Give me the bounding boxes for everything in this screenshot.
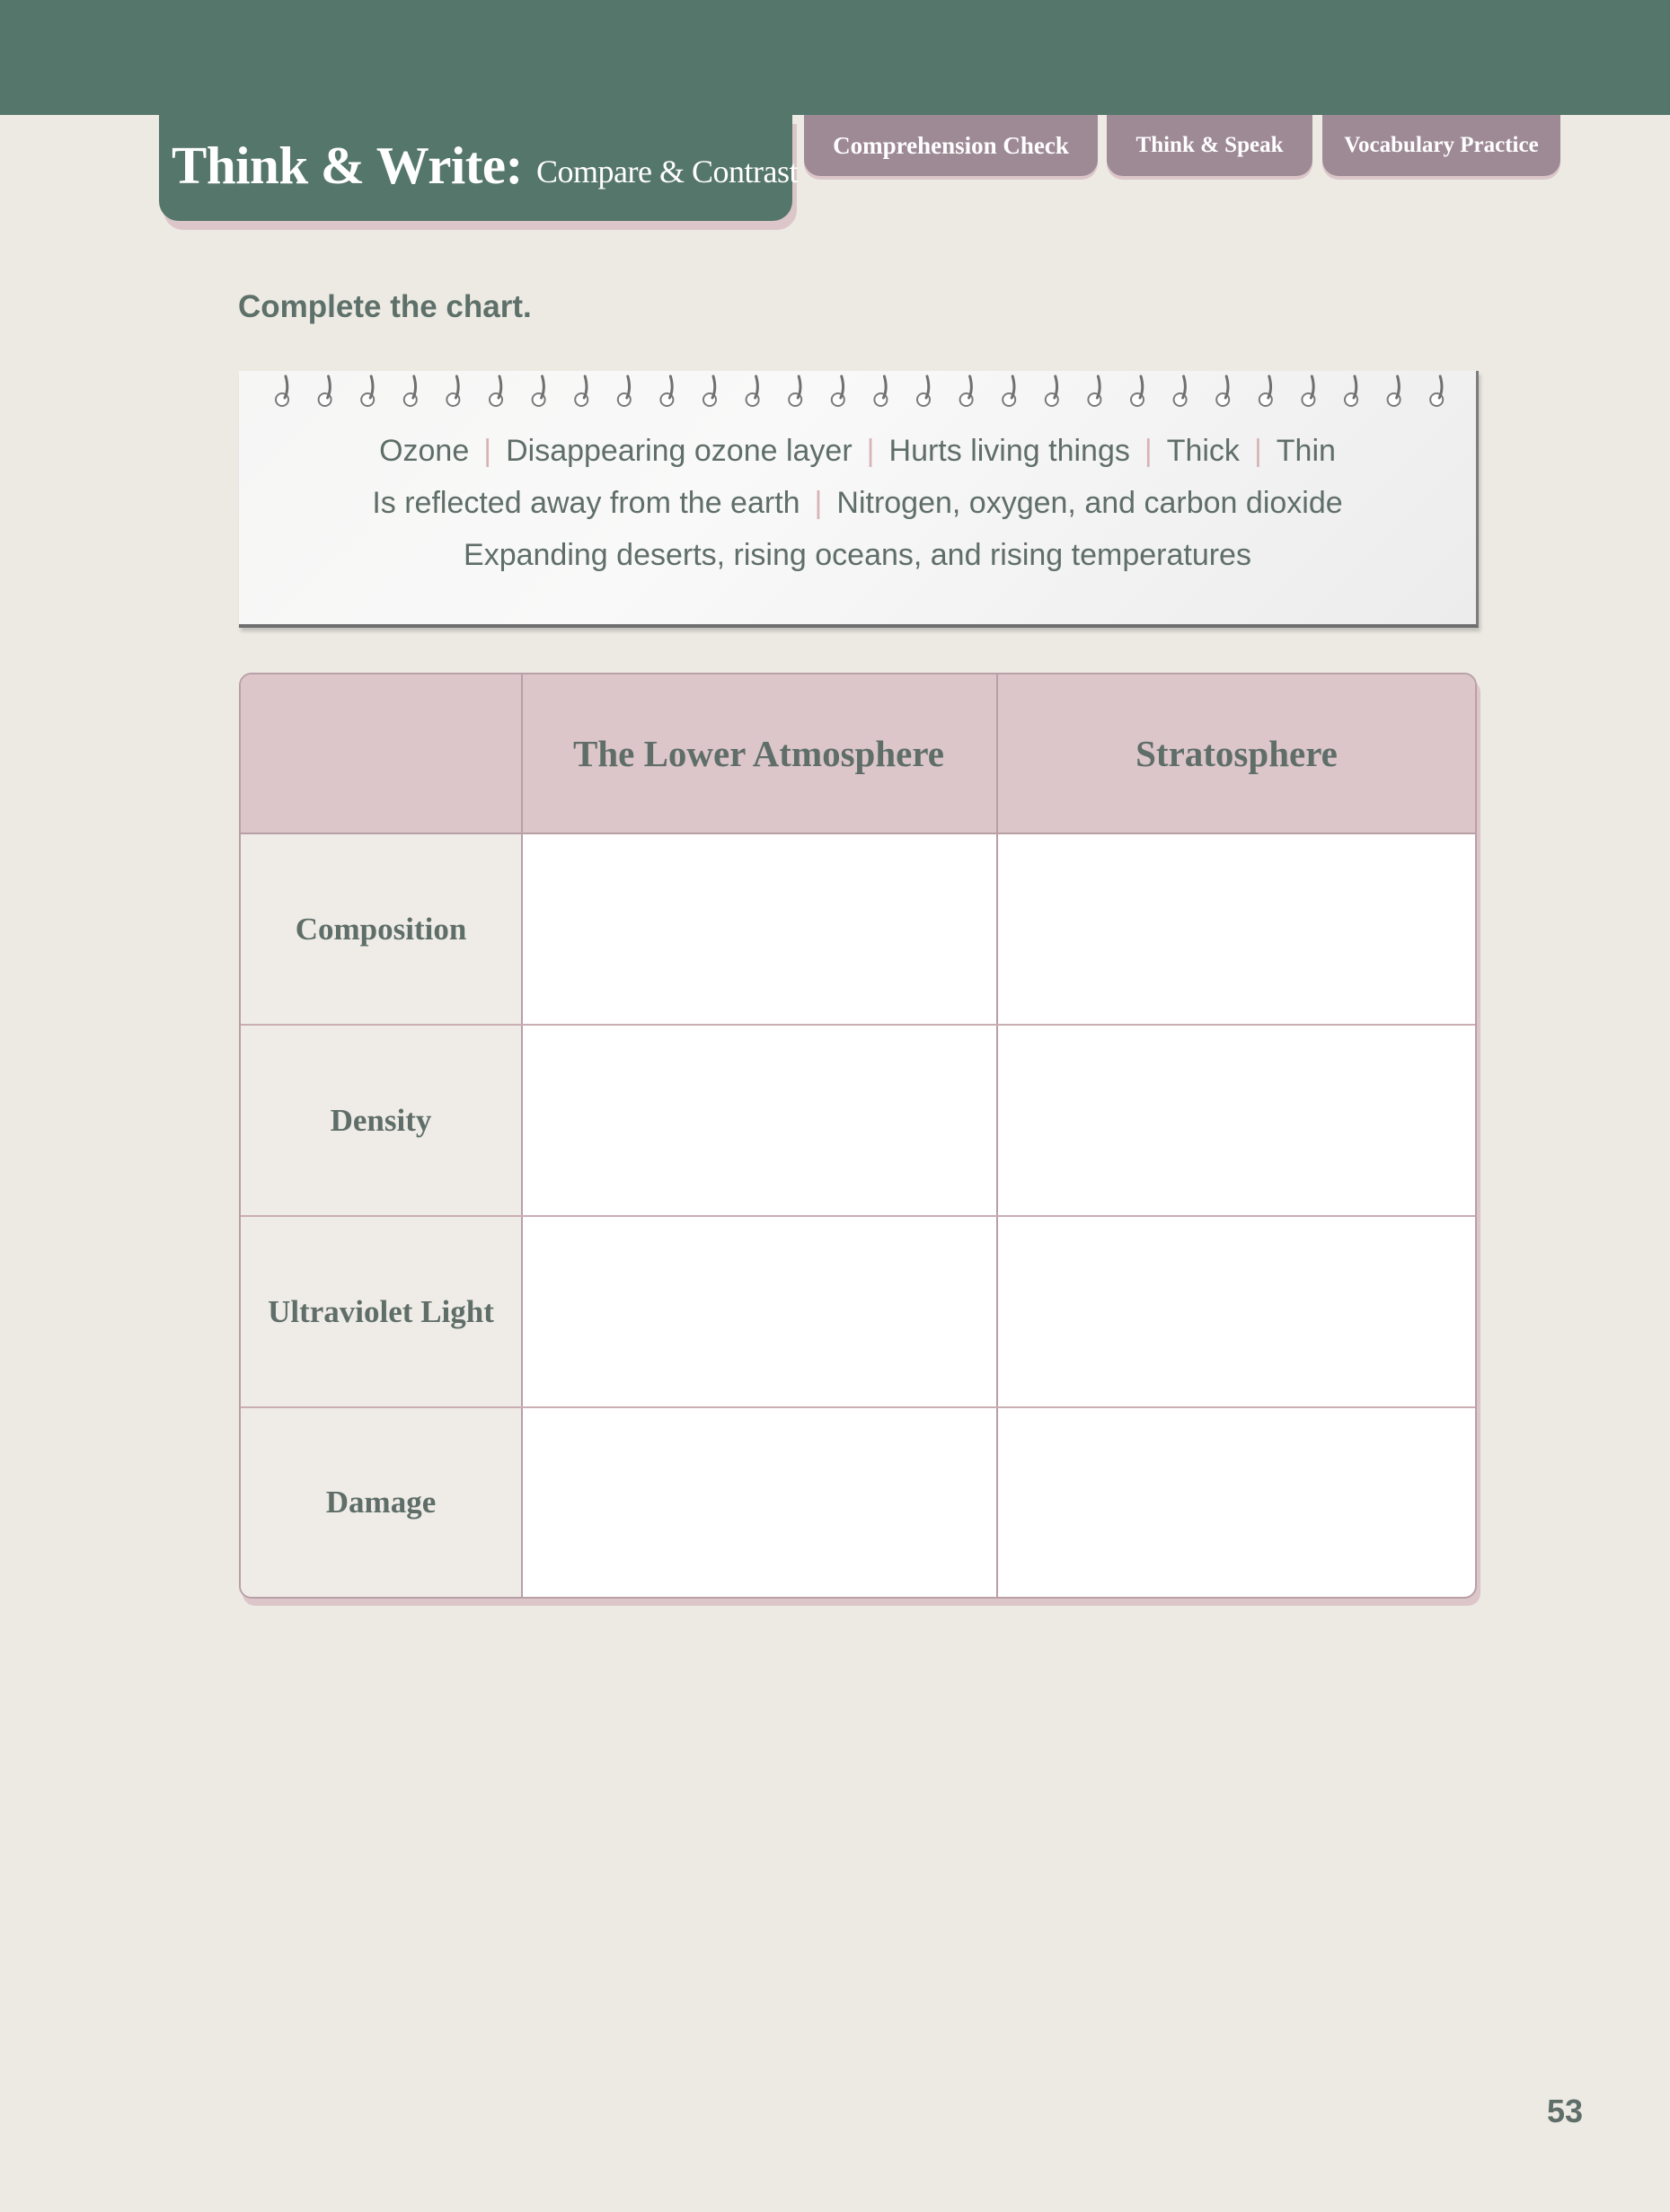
row-header-ultraviolet-light: Ultraviolet Light [268,1293,494,1329]
separator: | [1253,434,1262,468]
section-title-tab [159,115,798,221]
word-bank-item: Is reflected away from the earth [372,486,800,520]
answer-cell-composition-stratosphere[interactable] [1000,834,1475,1024]
page-subtitle: Compare & Contrast [536,154,798,189]
grid-line [521,674,523,1597]
instruction-text: Complete the chart. [238,289,532,324]
tab-label: Think & Speak [1135,133,1284,157]
separator: | [866,434,875,468]
separator: | [814,486,823,520]
answer-cell-ultraviolet-lower-atmosphere[interactable] [523,1217,996,1406]
grid-line [241,1406,1475,1408]
word-bank-item: Thick [1166,434,1240,468]
word-bank-item: Expanding deserts, rising oceans, and rising temperatures [464,538,1251,572]
word-bank-item: Ozone [379,434,470,468]
grid-line [241,833,1475,834]
row-header-density: Density [330,1102,432,1138]
tab-think-and-speak[interactable] [1107,115,1312,176]
answer-cell-composition-lower-atmosphere[interactable] [523,834,996,1024]
answer-cell-damage-stratosphere[interactable] [1000,1408,1475,1597]
grid-line [996,674,998,1597]
word-bank [239,371,1479,628]
word-bank-item: Disappearing ozone layer [506,434,853,468]
page-title: Think & Write: [172,136,523,195]
word-bank-line-2 [239,486,1476,521]
word-bank-line-1 [239,434,1476,469]
column-header-lower-atmosphere: The Lower Atmosphere [572,733,945,774]
tab-label: Vocabulary Practice [1344,133,1539,157]
tab-label: Comprehension Check [833,131,1069,159]
row-header-damage: Damage [325,1485,437,1520]
row-header-composition: Composition [295,911,467,947]
page-number: 53 [1547,2093,1584,2129]
answer-cell-density-stratosphere[interactable] [1000,1026,1475,1215]
answer-cell-ultraviolet-stratosphere[interactable] [1000,1217,1475,1406]
grid-line [241,1215,1475,1217]
separator: | [1144,434,1153,468]
word-bank-item: Thin [1276,434,1336,468]
word-bank-item: Nitrogen, oxygen, and carbon dioxide [836,486,1343,520]
grid-line [241,1024,1475,1026]
answer-cell-density-lower-atmosphere[interactable] [523,1026,996,1215]
answer-cell-damage-lower-atmosphere[interactable] [523,1408,996,1597]
spiral-binding-icon [239,371,1476,416]
column-header-stratosphere: Stratosphere [1135,733,1338,774]
top-band [0,0,1670,115]
tab-vocabulary-practice[interactable] [1322,115,1560,176]
separator: | [483,434,492,468]
word-bank-item: Hurts living things [888,434,1130,468]
tab-comprehension-check[interactable] [804,115,1098,176]
compare-contrast-chart [239,673,1477,1599]
word-bank-line-3 [239,538,1476,573]
